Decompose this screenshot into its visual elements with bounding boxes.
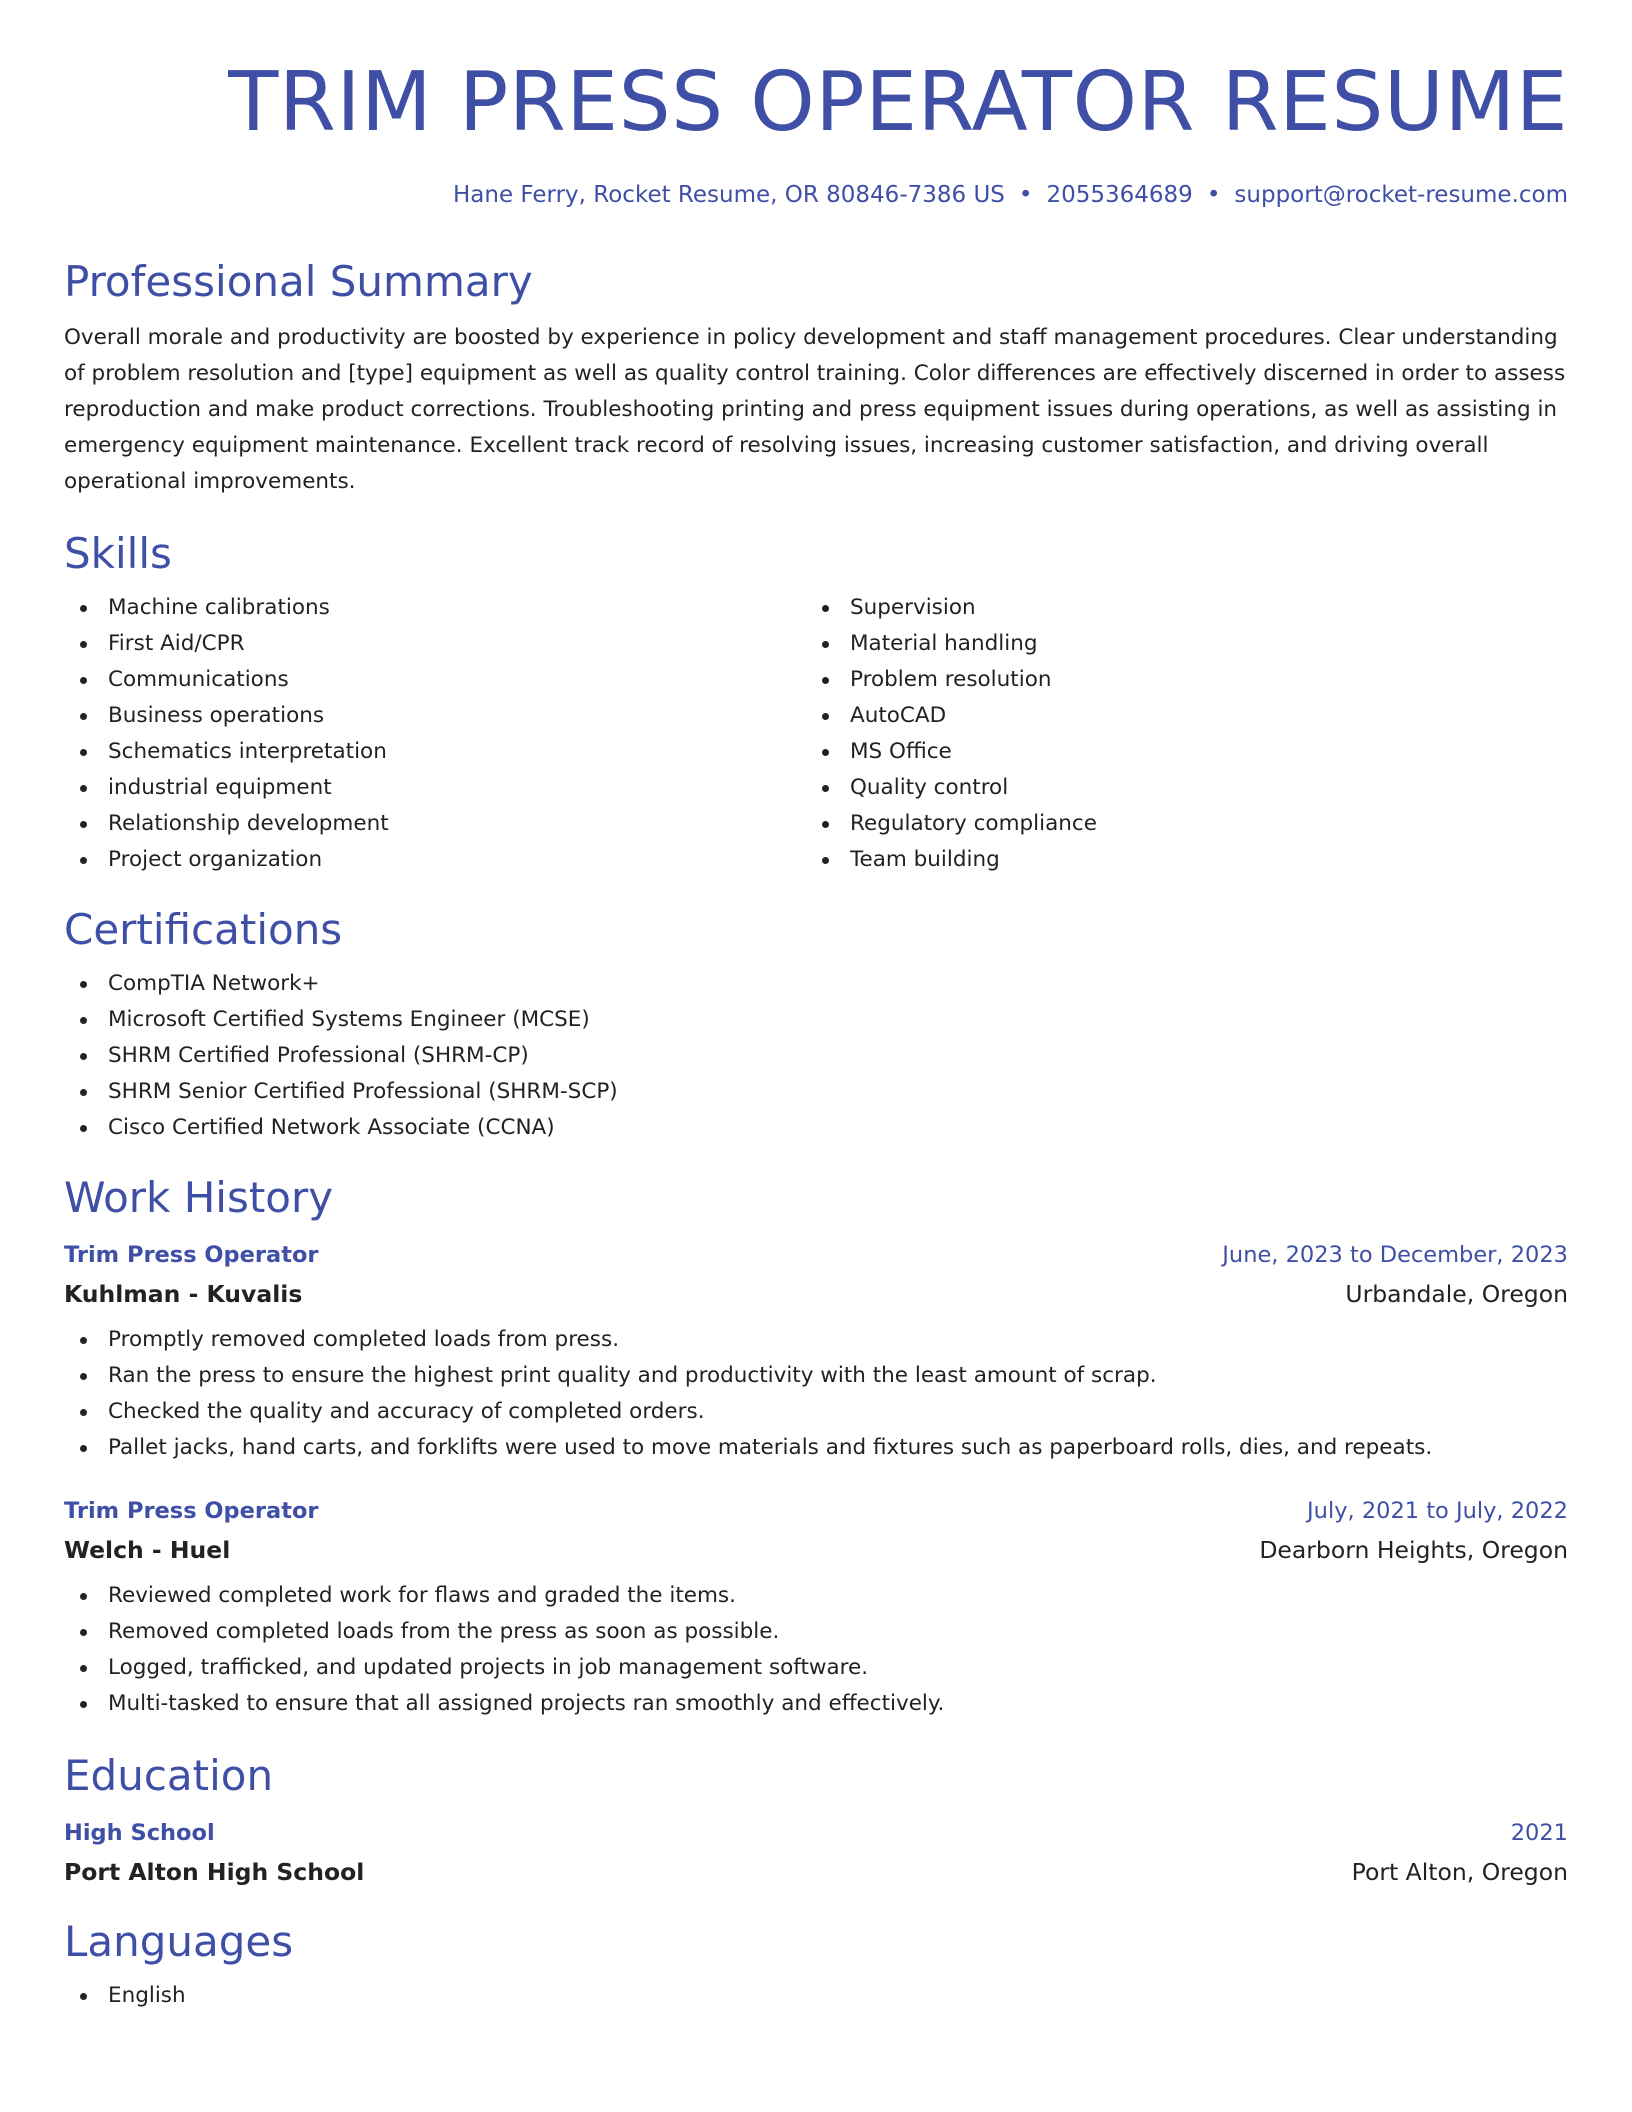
job-title: Trim Press Operator	[64, 1242, 319, 1268]
job-company-row	[64, 1530, 1568, 1570]
job-entry	[64, 1492, 1568, 1722]
contact-phone: 2055364689	[1046, 182, 1193, 208]
job-dates: June, 2023 to December, 2023	[1222, 1242, 1568, 1268]
job-bullets	[64, 1578, 1568, 1722]
skills-columns	[64, 590, 1568, 878]
education-entry	[64, 1814, 1568, 1892]
skill-item: Material handling	[806, 626, 1548, 662]
skill-item: industrial equipment	[64, 770, 806, 806]
skills-list-right	[806, 590, 1548, 878]
education-year: 2021	[1510, 1820, 1568, 1846]
job-bullet: Checked the quality and accuracy of completed orders.	[64, 1394, 1568, 1430]
certification-item: CompTIA Network+	[64, 966, 1568, 1002]
job-header-row	[64, 1236, 1568, 1274]
contact-line	[64, 180, 1568, 210]
education-degree: High School	[64, 1820, 215, 1846]
skill-item: Team building	[806, 842, 1548, 878]
summary-section	[64, 256, 1568, 500]
contact-email: support@rocket-resume.com	[1234, 182, 1568, 208]
skills-list-left	[64, 590, 806, 878]
languages-section	[64, 1916, 1568, 2014]
contact-separator: •	[1206, 182, 1221, 208]
skills-heading: Skills	[64, 529, 172, 578]
work-history-heading: Work History	[64, 1173, 334, 1222]
resume-page	[64, 0, 1568, 2014]
certifications-list	[64, 966, 1568, 1146]
skills-section	[64, 528, 1568, 878]
job-dates: July, 2021 to July, 2022	[1307, 1498, 1568, 1524]
job-bullet: Pallet jacks, hand carts, and forklifts were used to move materials and fixtures such as paperboard rolls, dies, and repeats.	[64, 1430, 1568, 1466]
contact-address: Hane Ferry, Rocket Resume, OR 80846-7386 US	[452, 182, 1005, 208]
certification-item: Microsoft Certified Systems Engineer (MCSE)	[64, 1002, 1568, 1038]
job-location: Urbandale, Oregon	[1345, 1280, 1568, 1308]
education-school-row	[64, 1852, 1568, 1892]
skill-item: Machine calibrations	[64, 590, 806, 626]
skill-item: Relationship development	[64, 806, 806, 842]
resume-title: TRIM PRESS OPERATOR RESUME	[228, 55, 1568, 150]
skill-item: MS Office	[806, 734, 1548, 770]
job-bullets	[64, 1322, 1568, 1466]
job-company: Welch - Huel	[64, 1536, 231, 1564]
contact-separator: •	[1018, 182, 1033, 208]
skill-item: Supervision	[806, 590, 1548, 626]
summary-heading: Professional Summary	[64, 257, 533, 306]
education-header-row	[64, 1814, 1568, 1852]
education-school: Port Alton High School	[64, 1858, 365, 1886]
job-bullet: Reviewed completed work for flaws and graded the items.	[64, 1578, 1568, 1614]
job-bullet: Promptly removed completed loads from press.	[64, 1322, 1568, 1358]
job-company: Kuhlman - Kuvalis	[64, 1280, 303, 1308]
languages-list	[64, 1978, 1568, 2014]
job-company-row	[64, 1274, 1568, 1314]
job-bullet: Multi-tasked to ensure that all assigned projects ran smoothly and effectively.	[64, 1686, 1568, 1722]
job-location: Dearborn Heights, Oregon	[1259, 1536, 1568, 1564]
summary-text: Overall morale and productivity are boosted by experience in policy development and staff management procedures. Clear understanding of problem resolution and [type] equipment as well as quality control training. Color differences are effectively discerned in order to assess reproduction and make product corrections. Troubleshooting printing and press equipment issues during operations, as well as assisting in emergency equipment maintenance. Excellent track record of resolving issues, increasing customer satisfaction, and driving overall operational improvements.	[64, 325, 1566, 494]
education-heading: Education	[64, 1751, 274, 1800]
skill-item: Business operations	[64, 698, 806, 734]
job-bullet: Logged, trafficked, and updated projects in job management software.	[64, 1650, 1568, 1686]
education-location: Port Alton, Oregon	[1351, 1858, 1568, 1886]
education-section	[64, 1750, 1568, 1892]
skill-item: Regulatory compliance	[806, 806, 1548, 842]
work-history-section	[64, 1172, 1568, 1722]
certifications-section	[64, 904, 1568, 1146]
skill-item: Communications	[64, 662, 806, 698]
certification-item: SHRM Certified Professional (SHRM-CP)	[64, 1038, 1568, 1074]
skill-item: Problem resolution	[806, 662, 1548, 698]
job-entry	[64, 1236, 1568, 1466]
job-title: Trim Press Operator	[64, 1498, 319, 1524]
certification-item: SHRM Senior Certified Professional (SHRM-SCP)	[64, 1074, 1568, 1110]
skill-item: AutoCAD	[806, 698, 1548, 734]
job-bullet: Removed completed loads from the press as soon as possible.	[64, 1614, 1568, 1650]
languages-heading: Languages	[64, 1917, 294, 1966]
skill-item: First Aid/CPR	[64, 626, 806, 662]
skill-item: Schematics interpretation	[64, 734, 806, 770]
job-header-row	[64, 1492, 1568, 1530]
job-bullet: Ran the press to ensure the highest print quality and productivity with the least amount of scrap.	[64, 1358, 1568, 1394]
certifications-heading: Certifications	[64, 905, 343, 954]
language-item: English	[64, 1978, 1568, 2014]
certification-item: Cisco Certified Network Associate (CCNA)	[64, 1110, 1568, 1146]
skill-item: Quality control	[806, 770, 1548, 806]
skill-item: Project organization	[64, 842, 806, 878]
